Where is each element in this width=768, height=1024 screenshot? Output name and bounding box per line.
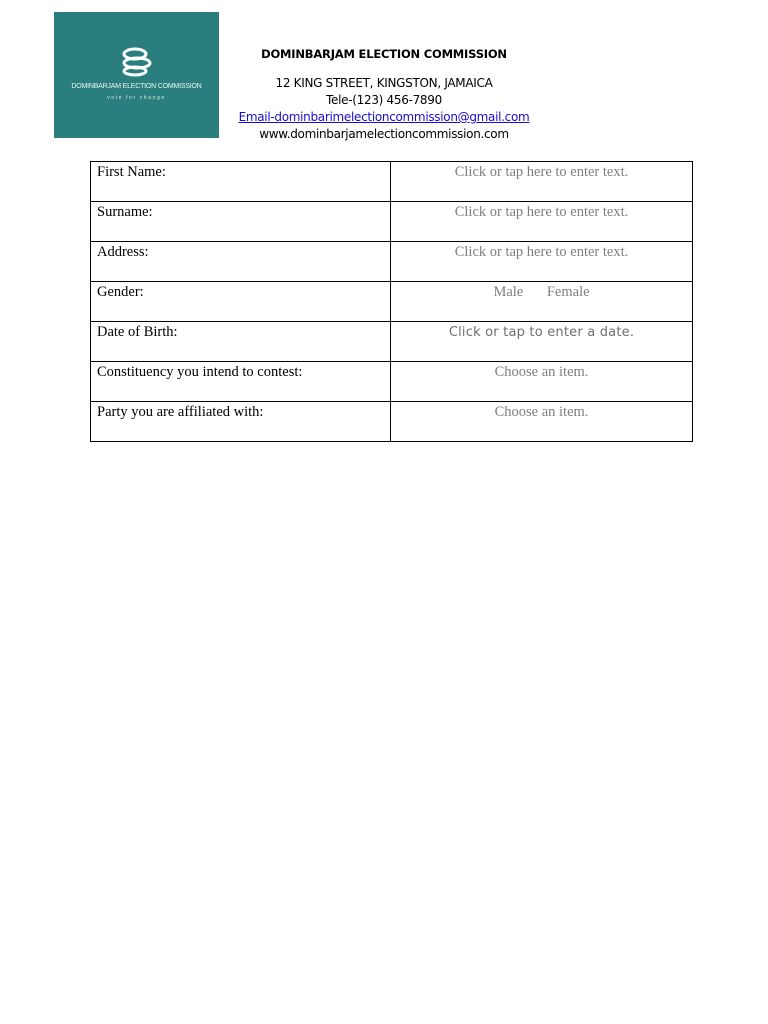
website-address: www.dominbarjamelectioncommission.com bbox=[259, 127, 509, 141]
date-picker-placeholder[interactable]: Click or tap to enter a date. bbox=[448, 325, 635, 340]
table-row bbox=[91, 282, 693, 322]
email-link[interactable]: Email-dominbarimelectioncommission@gmail.com bbox=[238, 110, 530, 124]
date-of-birth-label: Date of Birth: bbox=[91, 322, 391, 362]
first-name-field[interactable]: Click or tap here to enter text. bbox=[391, 162, 693, 202]
logo bbox=[54, 12, 219, 138]
gender-label: Gender: bbox=[91, 282, 391, 322]
table-row bbox=[91, 322, 693, 362]
constituency-dropdown[interactable]: Choose an item. bbox=[391, 362, 693, 402]
party-dropdown[interactable]: Choose an item. bbox=[391, 402, 693, 442]
table-row bbox=[91, 402, 693, 442]
first-name-label: First Name: bbox=[91, 162, 391, 202]
gender-option-female[interactable]: Female bbox=[546, 284, 590, 300]
street-address: 12 KING STREET, KINGSTON, JAMAICA bbox=[275, 76, 493, 90]
letterhead bbox=[230, 46, 538, 143]
address-label: Address: bbox=[91, 242, 391, 282]
table-row bbox=[91, 202, 693, 242]
application-form-table bbox=[90, 161, 693, 442]
logo-tagline: vote for change bbox=[107, 95, 166, 101]
coin-stack-icon bbox=[116, 46, 156, 78]
logo-name: DOMINBARJAM ELECTION COMMISSION bbox=[71, 83, 202, 90]
organization-title: DOMINBARJAM ELECTION COMMISSION bbox=[261, 47, 507, 61]
table-row bbox=[91, 162, 693, 202]
gender-option-male[interactable]: Male bbox=[493, 284, 524, 300]
table-row bbox=[91, 242, 693, 282]
table-row bbox=[91, 362, 693, 402]
address-field[interactable]: Click or tap here to enter text. bbox=[391, 242, 693, 282]
phone-number: Tele-(123) 456-7890 bbox=[326, 93, 442, 107]
party-label: Party you are affiliated with: bbox=[91, 402, 391, 442]
gender-field bbox=[391, 282, 693, 322]
surname-field[interactable]: Click or tap here to enter text. bbox=[391, 202, 693, 242]
constituency-label: Constituency you intend to contest: bbox=[91, 362, 391, 402]
surname-label: Surname: bbox=[91, 202, 391, 242]
date-of-birth-field[interactable] bbox=[391, 322, 693, 362]
